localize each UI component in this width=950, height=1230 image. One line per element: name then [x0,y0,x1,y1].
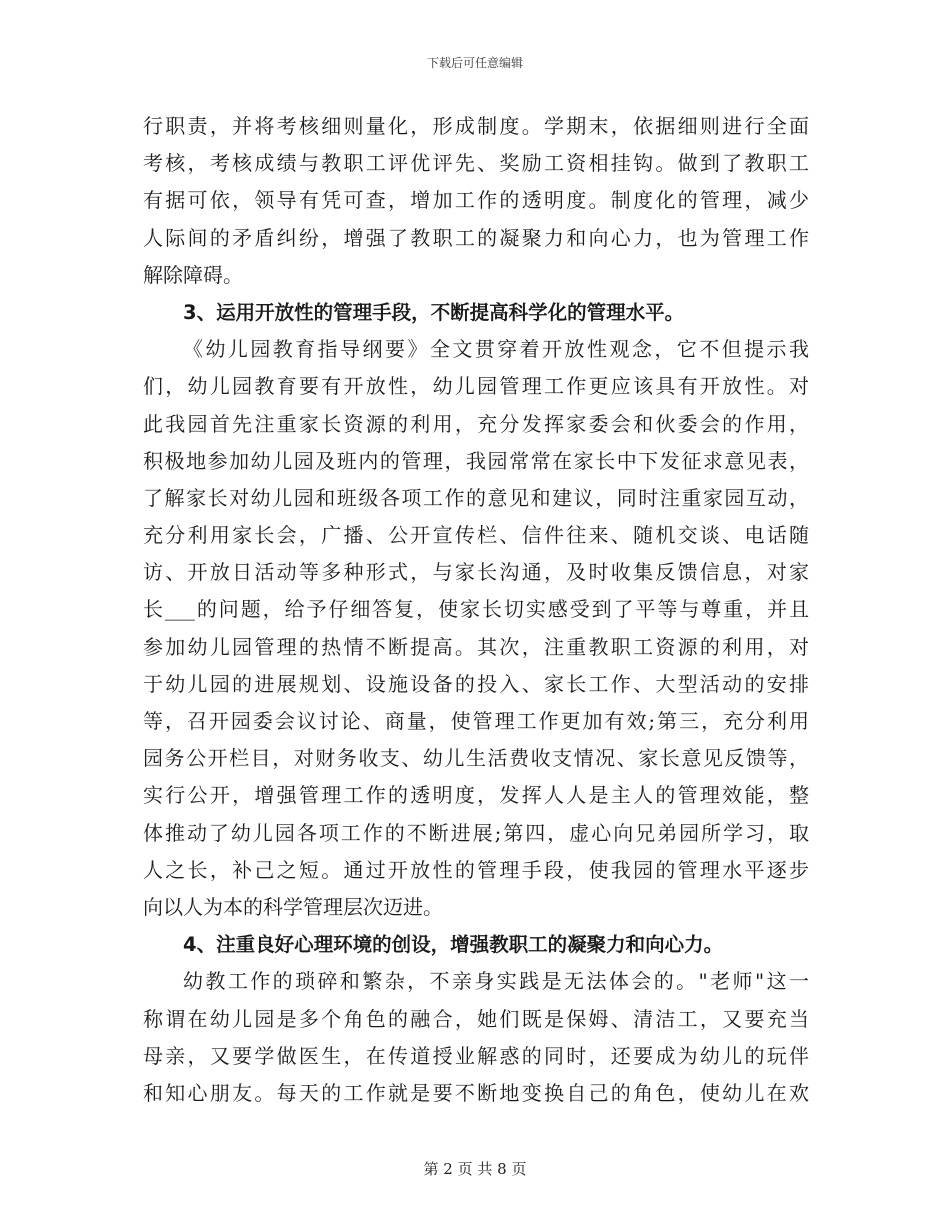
text-line: 参加幼儿园管理的热情不断提高。其次，注重教职工资源的利用，对 [143,634,809,659]
text-line: 此我园首先注重家长资源的利用，充分发挥家委会和伙委会的作用， [143,411,809,436]
text-line: 充分利用家长会，广播、公开宣传栏、信件往来、随机交谈、电话随 [143,523,809,548]
page-number-footer: 第 2 页 共 8 页 [423,1160,527,1178]
text-line: 《幼儿园教育指导纲要》全文贯穿着开放性观念，它不但提示我 [183,337,809,362]
text-line: 于幼儿园的进展规划、设施设备的投入、家长工作、大型活动的安排 [143,671,809,696]
text-line: 母亲，又要学做医生，在传道授业解惑的同时，还要成为幼儿的玩伴 [143,1043,809,1068]
text-line: 行职责，并将考核细则量化，形成制度。学期末，依据细则进行全面 [143,114,809,138]
section-heading-3: 3、运用开放性的管理手段，不断提高科学化的管理水平。 [183,300,685,324]
text-line: 积极地参加幼儿园及班内的管理，我园常常在家长中下发征求意见表， [143,448,809,473]
text-line: 向以人为本的科学管理层次迈进。 [143,894,443,919]
text-line: 长___的问题，给予仔细答复，使家长切实感受到了平等与尊重，并且 [143,597,809,622]
text-line: 人之长，补己之短。通过开放性的管理手段，使我园的管理水平逐步 [143,857,809,882]
text-line: 称谓在幼儿园是多个角色的融合，她们既是保姆、清洁工，又要充当 [143,1006,809,1031]
text-line: 们，幼儿园教育要有开放性，幼儿园管理工作更应该具有开放性。对 [143,374,809,399]
text-line: 园务公开栏目，对财务收支、幼儿生活费收支情况、家长意见反馈等， [143,746,809,771]
text-line: 考核，考核成绩与教职工评优评先、奖励工资相挂钩。做到了教职工 [143,151,809,176]
text-line: 人际间的矛盾纠纷，增强了教职工的凝聚力和向心力，也为管理工作 [143,225,809,250]
text-line: 和知心朋友。每天的工作就是要不断地变换自己的角色，使幼儿在欢 [143,1080,809,1105]
section-heading-4: 4、注重良好心理环境的创设，增强教职工的凝聚力和向心力。 [183,933,724,957]
text-line: 体推动了幼儿园各项工作的不断进展;第四，虚心向兄弟园所学习，取 [143,820,809,845]
page-header-note: 下载后可任意编辑 [426,56,523,70]
text-line: 有据可依，领导有凭可查，增加工作的透明度。制度化的管理，减少 [143,188,809,213]
text-line: 幼教工作的琐碎和繁杂，不亲身实践是无法体会的。"老师"这一 [183,969,809,994]
text-line: 实行公开，增强管理工作的透明度，发挥人人是主人的管理效能，整 [143,783,809,808]
text-line: 解除障碍。 [143,262,243,287]
text-line: 等，召开园委会议讨论、商量，使管理工作更加有效;第三，充分利用 [143,709,809,733]
text-line: 了解家长对幼儿园和班级各项工作的意见和建议，同时注重家园互动， [143,485,809,510]
document-body [143,108,809,1112]
text-line: 访、开放日活动等多种形式，与家长沟通，及时收集反馈信息，对家 [143,560,809,585]
